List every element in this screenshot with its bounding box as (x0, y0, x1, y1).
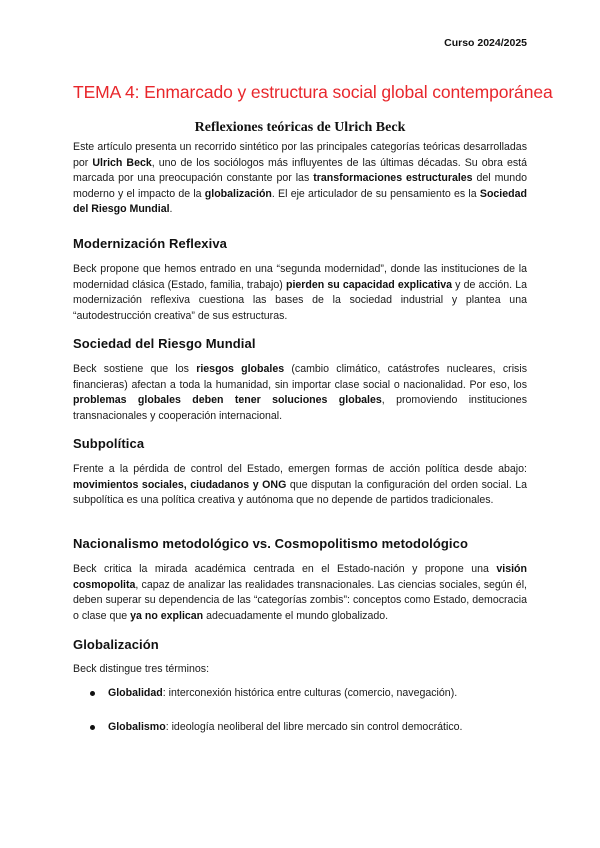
paragraph-riesgo: Beck sostiene que los riesgos globales (cambio climático, catástrofes nucleares, crisis financieras) afectan a toda la humanidad, sin importar clase social o nacionalidad. Por eso, los problemas globales deben tener soluciones globales, promoviendo instituciones transnacionales y cooperación internacional. (73, 363, 527, 422)
heading-globalizacion: Globalización (73, 637, 159, 652)
list-item: Globalidad: interconexión histórica entre culturas (comercio, navegación). (73, 686, 527, 701)
heading-riesgo: Sociedad del Riesgo Mundial (73, 336, 256, 351)
article-subtitle: Reflexiones teóricas de Ulrich Beck (194, 120, 406, 135)
paragraph-nacionalismo: Beck critica la mirada académica centrada en el Estado-nación y propone una visión cosmopolita, capaz de analizar las realidades transnacionales. Las ciencias sociales, según él, deben superar su dependencia de las “categorías zombis”: conceptos como Estado, democracia o clase que ya no explican adecuadamente el mundo globalizado. (73, 563, 527, 622)
course-label: Curso 2024/2025 (444, 37, 527, 49)
list-item: Globalismo: ideología neoliberal del libre mercado sin control democrático. (73, 720, 527, 735)
heading-nacionalismo: Nacionalismo metodológico vs. Cosmopolitismo metodológico (73, 536, 469, 551)
bullet-icon (90, 691, 95, 696)
paragraph-modernizacion: Beck propone que hemos entrado en una “segunda modernidad”, donde las instituciones de la modernidad clásica (Estado, familia, trabajo) pierden su capacidad explicativa y de acción. La modernización reflexiva cuestiona las bases de la sociedad industrial y plantea una “autodestrucción creativa” de sus estructuras. (73, 263, 528, 322)
heading-modernizacion: Modernización Reflexiva (73, 236, 228, 251)
paragraph-globalizacion-intro: Beck distingue tres términos: (73, 663, 210, 675)
paragraph-subpolitica: Frente a la pérdida de control del Estado, emergen formas de acción política desde abajo: movimientos sociales, ciudadanos y ONG que disputan la configuración del orden social. La subpolítica es una política creativa y autónoma que no depende de partidos tradicionales. (73, 463, 528, 507)
heading-subpolitica: Subpolítica (73, 436, 145, 451)
intro-paragraph: Este artículo presenta un recorrido sintético por las principales categorías teóricas desarrolladas por Ulrich Beck, uno de los sociólogos más influyentes de las últimas décadas. Su obra está marcada por una preocupación constante por las transformaciones estructurales del mundo moderno y el impacto de la globalización. El eje articulador de su pensamiento es la Sociedad del Riesgo Mundial. (73, 141, 527, 216)
globalizacion-list (73, 686, 527, 754)
bullet-icon (90, 725, 95, 730)
page-title: TEMA 4: Enmarcado y estructura social global contemporánea (73, 82, 553, 102)
